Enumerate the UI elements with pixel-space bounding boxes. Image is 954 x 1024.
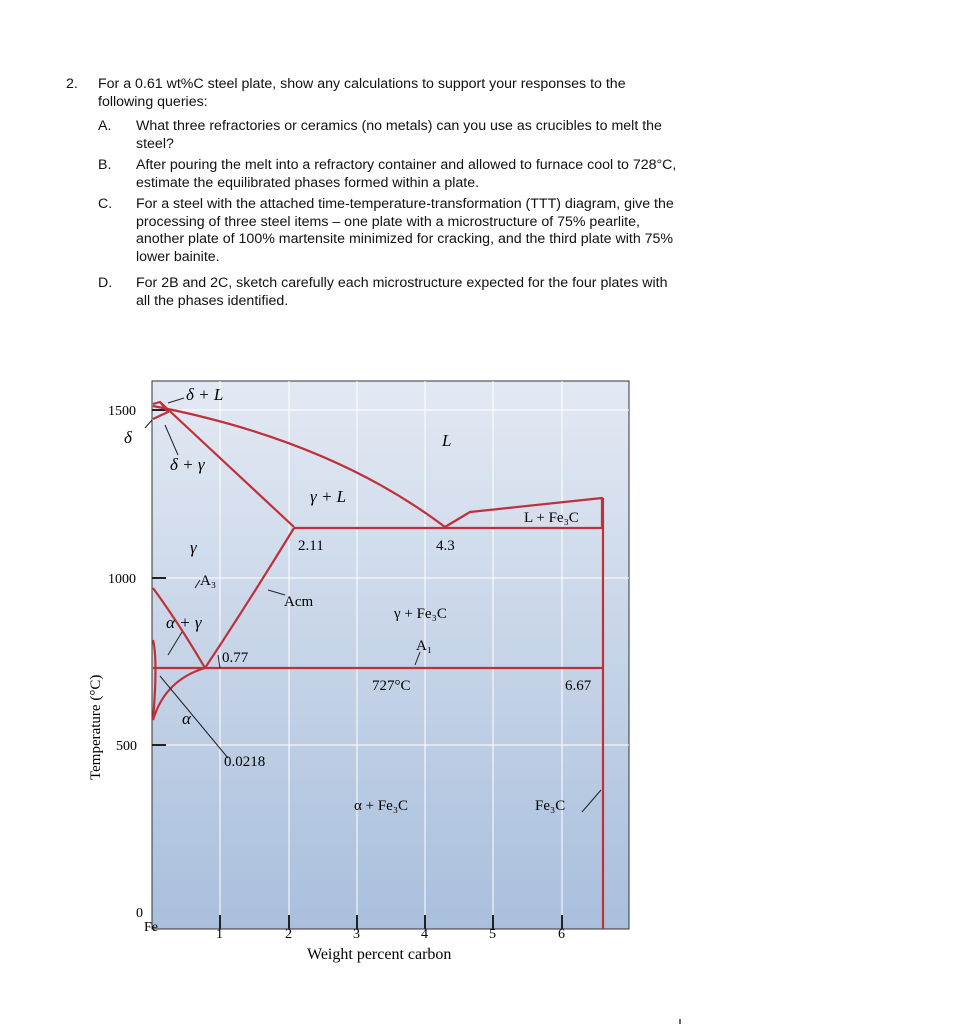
part-line: After pouring the melt into a refractory container and allowed to furnace cool to 728°C, (136, 157, 677, 173)
label-alpha-gamma: α + γ (166, 613, 202, 632)
part-label: C. (98, 196, 113, 212)
label-alpha-fe3c: α + Fe₃C (354, 798, 409, 814)
label-delta-l: δ + L (186, 385, 224, 404)
label-00218: 0.0218 (224, 754, 266, 770)
label-gamma-l: γ + L (310, 487, 347, 506)
part-line: For 2B and 2C, sketch carefully each microstructure expected for the four plates with (136, 275, 668, 291)
label-alpha: α (182, 709, 191, 728)
part-line: processing of three steel items – one plate with a microstructure of 75% pearlite, (136, 213, 640, 230)
part-label: B. (98, 157, 112, 173)
label-gamma: γ (190, 538, 197, 557)
label-727: 727°C (372, 678, 411, 694)
x-tick-3: 3 (353, 927, 360, 942)
label-43: 4.3 (436, 538, 455, 554)
y-axis-label: Temperature (°C) (88, 674, 104, 780)
part-line: estimate the equilibrated phases formed within a plate. (136, 174, 480, 191)
part-line: What three refractories or ceramics (no metals) can you use as crucibles to melt the (136, 118, 662, 134)
x-tick-2: 2 (285, 927, 292, 942)
y-tick-500: 500 (116, 739, 137, 754)
label-211: 2.11 (298, 538, 324, 554)
y-tick-0: 0 (136, 906, 143, 921)
question-intro-line: For a 0.61 wt%C steel plate, show any calculations to support your responses to the (98, 76, 626, 92)
part-line: lower bainite. (136, 248, 220, 265)
label-acm: Acm (284, 594, 314, 610)
part-line: another plate of 100% martensite minimized for cracking, and the third plate with 75% (136, 231, 674, 247)
y-tick-1000: 1000 (108, 572, 136, 587)
part-label: A. (98, 118, 112, 134)
label-fe3c: Fe₃C (535, 798, 566, 814)
y-tick-1500: 1500 (108, 404, 136, 419)
x-axis-label: Weight percent carbon (307, 946, 452, 963)
part-line: all the phases identified. (136, 292, 289, 309)
label-gamma-fe3c: γ + Fe₃C (394, 606, 447, 622)
label-delta: δ (124, 428, 132, 447)
label-a3: A₃ (200, 573, 217, 589)
x-tick-5: 5 (489, 927, 496, 942)
x-tick-1: 1 (216, 927, 223, 942)
label-667: 6.67 (565, 678, 592, 694)
part-label: D. (98, 275, 113, 291)
label-l: L (442, 431, 452, 450)
x-tick-6: 6 (558, 927, 565, 942)
x-tick-fe: Fe (144, 920, 158, 935)
label-077: 0.77 (222, 650, 249, 666)
question-number: 2. (66, 76, 78, 92)
question-intro-line: following queries: (98, 93, 208, 110)
part-line: steel? (136, 135, 174, 152)
part-line: For a steel with the attached time-temperature-transformation (TTT) diagram, give the (136, 196, 674, 212)
label-l-fe3c: L + Fe₃C (524, 510, 579, 526)
label-delta-gamma: δ + γ (170, 455, 205, 474)
x-tick-4: 4 (421, 927, 428, 942)
label-a1: A₁ (416, 638, 433, 654)
